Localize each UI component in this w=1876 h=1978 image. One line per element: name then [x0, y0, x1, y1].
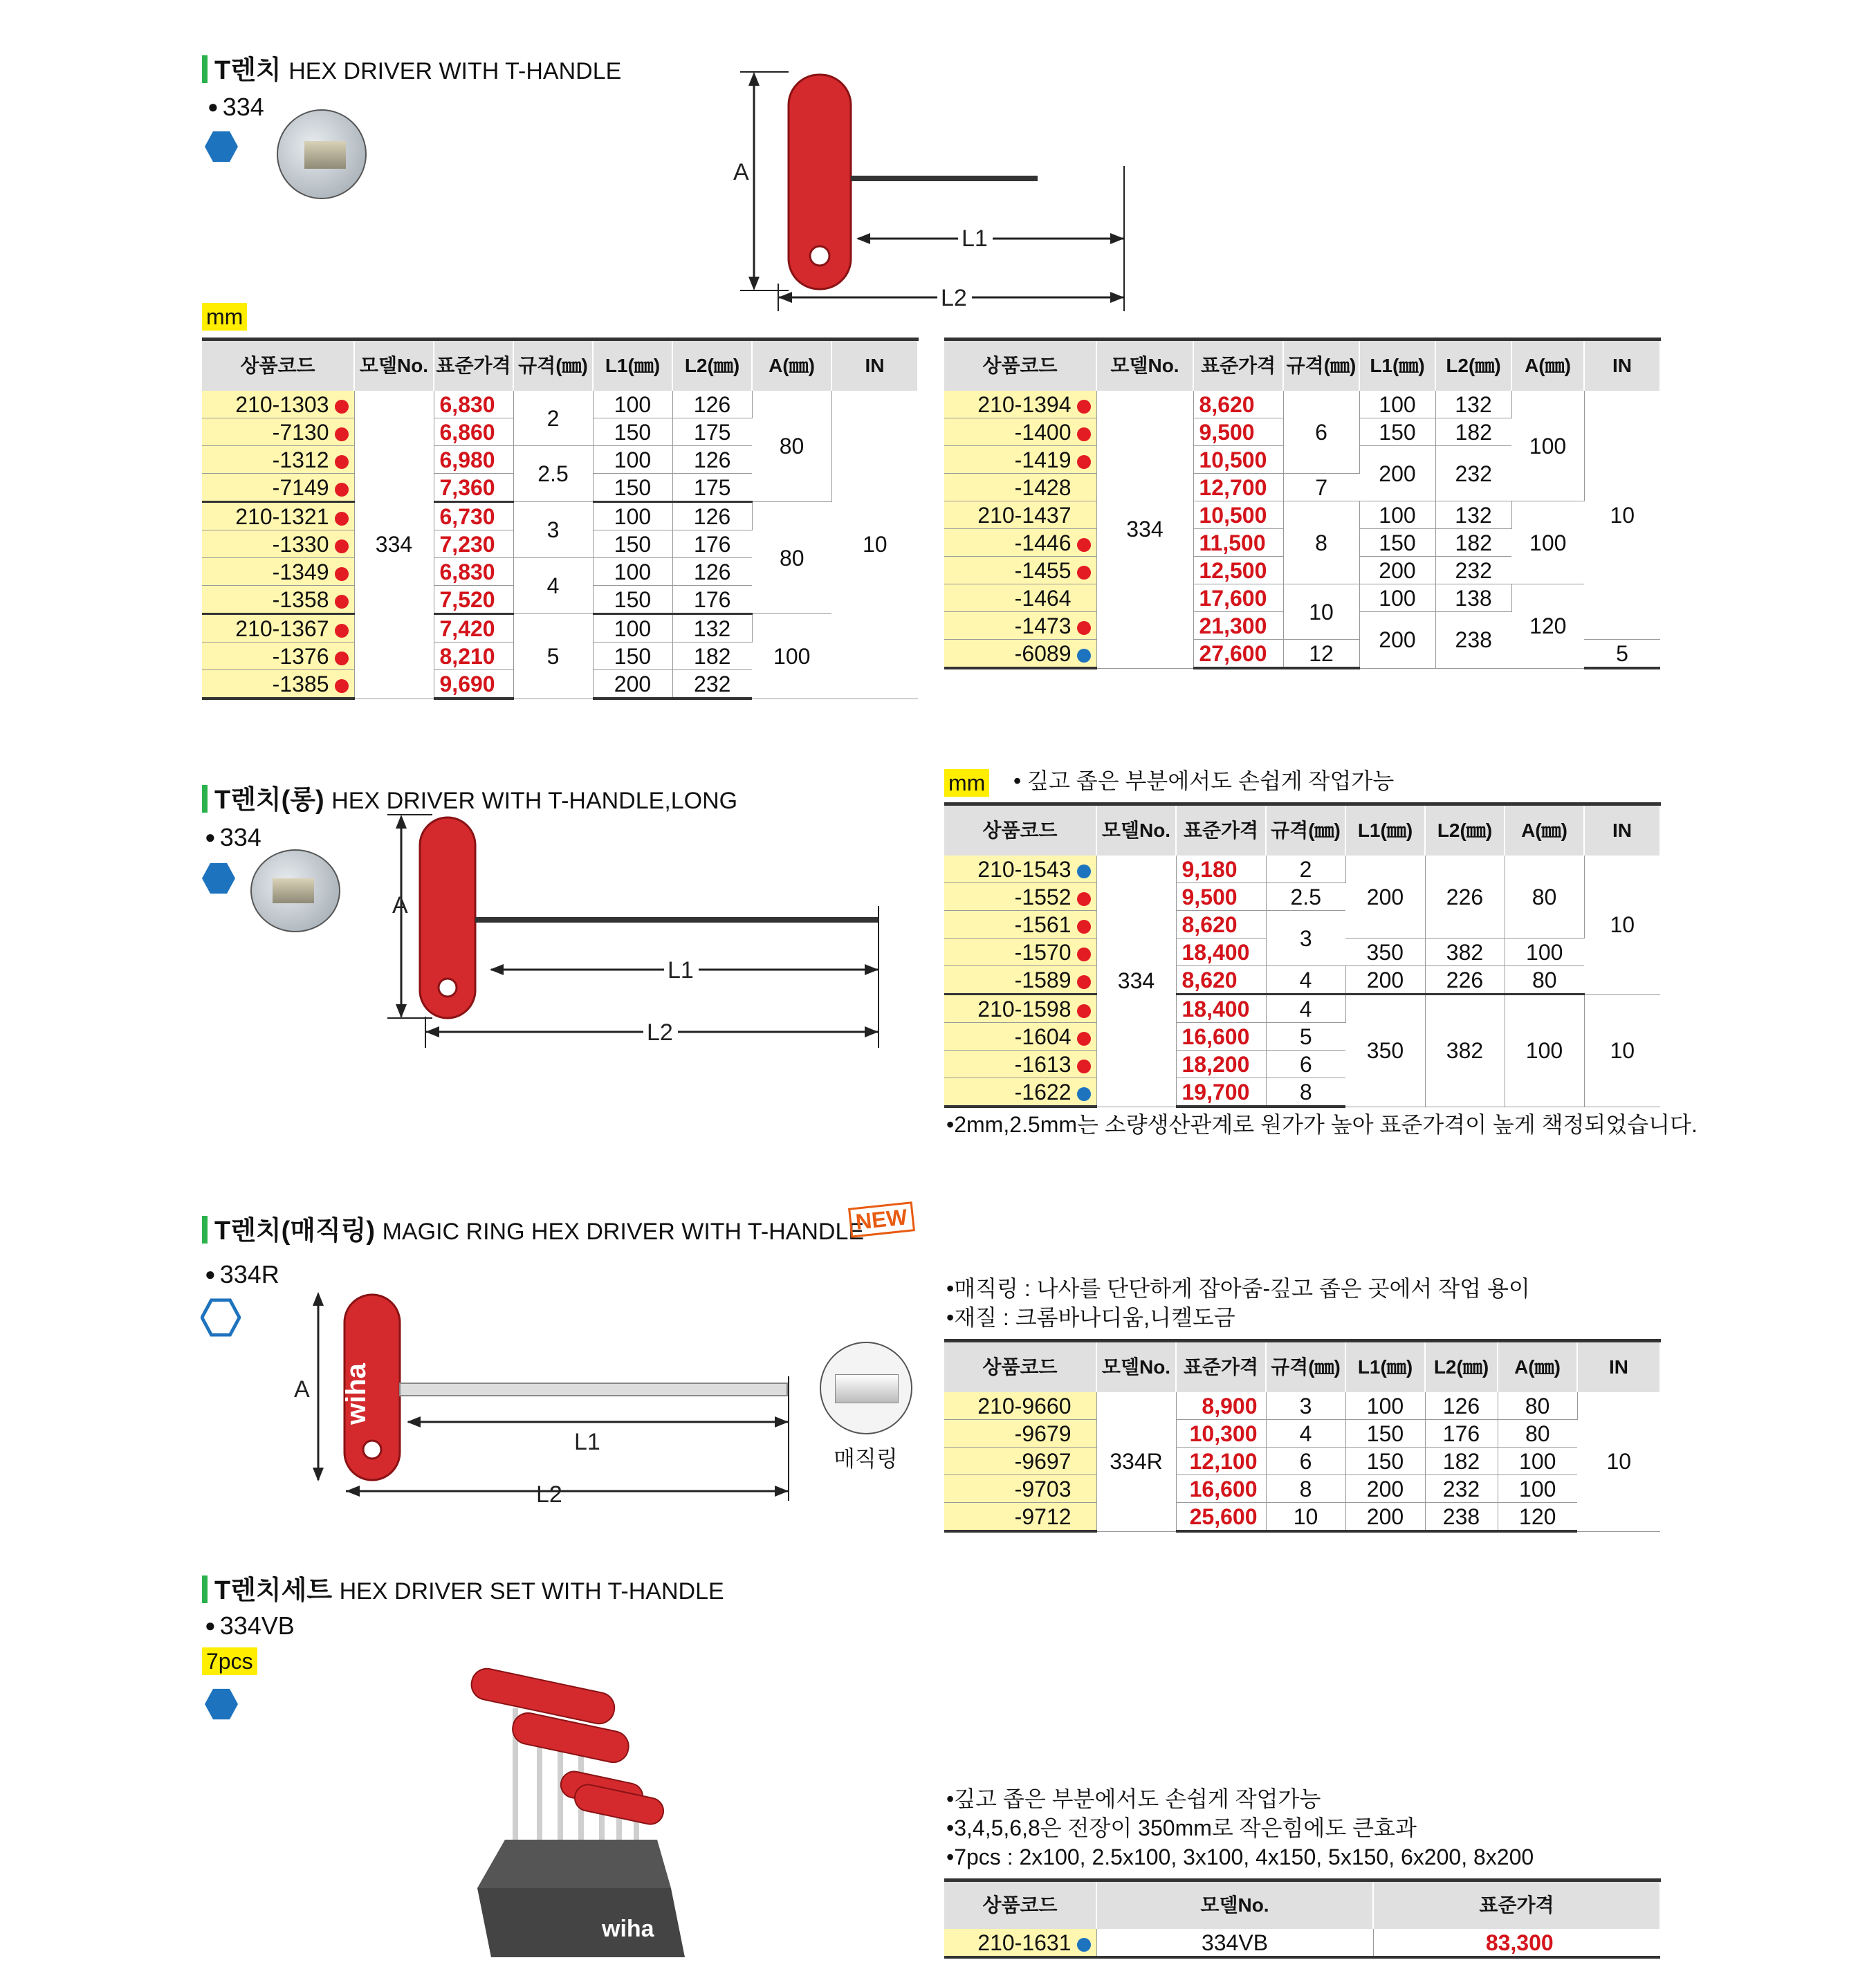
size-cell: 6	[1266, 1051, 1345, 1078]
section-title-magic-ring: T렌치(매직링) MAGIC RING HEX DRIVER WITH T-HANDLE	[202, 1209, 864, 1247]
product-code: -7130	[202, 418, 354, 446]
red-dot-icon	[1077, 920, 1091, 934]
l1-cell: 100	[1359, 391, 1435, 418]
l2-cell: 176	[672, 586, 752, 614]
l1-cell: 100	[593, 502, 672, 530]
price-cell: 7,420	[434, 614, 513, 643]
model-number: ● 334VB	[205, 1611, 295, 1640]
l1-cell: 200	[1345, 1475, 1425, 1503]
a-cell: 100	[1505, 939, 1584, 966]
a-cell: 80	[1498, 1420, 1577, 1448]
section-title-set: T렌치세트 HEX DRIVER SET WITH T-HANDLE	[202, 1569, 724, 1607]
product-code: 210-1321	[202, 502, 354, 530]
price-cell: 6,830	[434, 558, 513, 586]
title-bar-icon	[202, 55, 208, 83]
spec-table-long: 상품코드 모델No. 표준가격 규격(㎜) L1(㎜) L2(㎜) A(㎜) IN 210-1543 334 9,180 2 200 226 80 10 -1552 9,500 2.5 -1561 8,620 3 -1570 18,400 350 382 100 -1589 8,620 4 200 226 80 210-1598 18,400 4 350 382 100 10 -1604 16,600 5 -1613 18,200 6 -1622 19,700 8	[944, 802, 1661, 1108]
product-code: 210-1367	[202, 614, 354, 643]
l1-cell: 200	[1345, 1503, 1425, 1532]
red-dot-icon	[335, 679, 349, 693]
product-code: -9697	[944, 1448, 1096, 1475]
l2-cell: 176	[1425, 1420, 1498, 1448]
price-cell: 16,600	[1176, 1023, 1266, 1051]
a-cell: 80	[752, 502, 831, 614]
model-number: ● 334	[205, 823, 261, 852]
price-cell: 7,520	[434, 586, 513, 614]
dim-l1-label: L1	[668, 957, 694, 983]
product-code: -1400	[944, 418, 1096, 446]
l1-cell: 350	[1345, 939, 1425, 966]
product-code: -1349	[202, 558, 354, 586]
l1-cell: 200	[1359, 612, 1435, 669]
l1-cell: 100	[593, 558, 672, 586]
a-cell: 100	[1505, 995, 1584, 1107]
price-cell: 27,600	[1193, 640, 1283, 669]
product-code: 210-1598	[944, 995, 1096, 1023]
note-bottom: •2mm,2.5mm는 소량생산관계로 원가가 높아 표준가격이 높게 책정되었습니다.	[946, 1112, 1698, 1137]
l2-cell: 232	[1425, 1475, 1498, 1503]
tip-photo	[277, 109, 367, 199]
l2-cell: 126	[672, 558, 752, 586]
price-cell: 10,500	[1193, 446, 1283, 474]
price-cell: 83,300	[1373, 1929, 1660, 1957]
price-cell: 9,690	[434, 670, 513, 699]
in-cell: 10	[831, 391, 918, 699]
l2-cell: 182	[672, 643, 752, 670]
in-cell: 10	[1584, 995, 1660, 1107]
size-cell: 10	[1266, 1503, 1345, 1532]
table-row	[944, 856, 1660, 883]
product-code: 210-1543	[944, 856, 1096, 883]
red-dot-icon	[1077, 1060, 1091, 1073]
l2-cell: 226	[1425, 856, 1505, 939]
red-dot-icon	[335, 624, 349, 638]
size-cell: 6	[1283, 391, 1359, 474]
product-code: -1613	[944, 1051, 1096, 1078]
product-code: -9679	[944, 1420, 1096, 1448]
l2-cell: 238	[1425, 1503, 1498, 1532]
title-bar-icon	[202, 785, 208, 813]
price-cell: 16,600	[1176, 1475, 1266, 1503]
red-dot-icon	[1077, 892, 1091, 906]
l2-cell: 132	[1435, 391, 1511, 418]
l2-cell: 175	[672, 418, 752, 446]
magic-ring-label: 매직링	[834, 1446, 898, 1471]
product-code: -1330	[202, 530, 354, 558]
red-dot-icon	[335, 400, 349, 414]
in-cell: 10	[1577, 1392, 1660, 1531]
a-cell: 80	[752, 391, 831, 502]
a-cell: 100	[1511, 501, 1584, 584]
model-cell: 334R	[1096, 1392, 1176, 1531]
size-cell: 2.5	[513, 446, 593, 502]
spec-table-magic: 상품코드 모델No. 표준가격 규격(㎜) L1(㎜) L2(㎜) A(㎜) IN 210-9660 334R 8,900 3 100 126 80 10 -9679 10,300 4 150 176 80 -9697 12,100 6 150 182 100 -9703 16,600 8 200 232 100 -9712 25,600 10 200 238 120	[944, 1339, 1661, 1533]
table-row	[202, 391, 918, 418]
brand-logo: wiha	[602, 1916, 654, 1942]
dim-a-label: A	[392, 892, 408, 918]
product-code: -1473	[944, 612, 1096, 640]
section-title-t-wrench: T렌치 HEX DRIVER WITH T-HANDLE	[202, 48, 621, 86]
l2-cell: 182	[1435, 418, 1511, 446]
price-cell: 18,400	[1176, 939, 1266, 966]
in-cell: 5	[1584, 640, 1660, 669]
dim-l1-label: L1	[574, 1429, 600, 1455]
l1-cell: 150	[1345, 1448, 1425, 1475]
unit-label: 7pcs	[202, 1647, 257, 1675]
price-cell: 6,830	[434, 391, 513, 418]
red-dot-icon	[335, 455, 349, 469]
note-3: •7pcs : 2x100, 2.5x100, 3x100, 4x150, 5x150, 6x200, 8x200	[946, 1845, 1534, 1869]
price-cell: 9,500	[1176, 883, 1266, 911]
set-photo	[450, 1660, 692, 1964]
l1-cell: 350	[1345, 995, 1425, 1107]
price-cell: 8,620	[1176, 911, 1266, 939]
spec-table-right: 상품코드 모델No. 표준가격 규격(㎜) L1(㎜) L2(㎜) A(㎜) IN 210-1394 334 8,620 6 100 132 100 10 -1400 9,500 150 182 -1419 10,500 200 232 -1428 12,700 7 210-1437 10,500 8 100 132 100 -1446 11,500 150 182 -1455 12,500 200 232 -1464 17,600 10 100 138 120 -1473 21,300 200 238 -6089 27,600 12 5	[944, 338, 1661, 669]
l2-cell: 382	[1425, 939, 1505, 966]
size-cell: 4	[1266, 1420, 1345, 1448]
red-dot-icon	[1077, 975, 1091, 989]
l1-cell: 100	[593, 614, 672, 643]
product-code: 210-1631	[944, 1929, 1096, 1957]
hex-shape-icon	[205, 1688, 238, 1721]
table-row	[944, 1420, 1660, 1448]
l1-cell: 200	[1345, 966, 1425, 995]
table-row	[944, 995, 1660, 1023]
price-cell: 12,700	[1193, 474, 1283, 501]
l2-cell: 232	[672, 670, 752, 699]
l1-cell: 150	[593, 474, 672, 502]
product-code: -1358	[202, 586, 354, 614]
product-code: -1376	[202, 643, 354, 670]
price-cell: 7,360	[434, 474, 513, 502]
table-row	[944, 966, 1660, 995]
section-title-t-wrench-long: T렌치(롱) HEX DRIVER WITH T-HANDLE,LONG	[202, 778, 737, 816]
l2-cell: 126	[672, 446, 752, 474]
size-cell: 3	[1266, 911, 1345, 966]
size-cell: 4	[1266, 995, 1345, 1023]
product-code: -1428	[944, 474, 1096, 501]
l1-cell: 200	[1345, 856, 1425, 939]
l2-cell: 226	[1425, 966, 1505, 995]
l1-cell: 150	[1359, 529, 1435, 557]
l2-cell: 182	[1425, 1448, 1498, 1475]
dim-l1-label: L1	[962, 225, 988, 252]
table-row	[944, 1392, 1660, 1420]
product-code: -1312	[202, 446, 354, 474]
dim-l2-label: L2	[941, 285, 967, 311]
model-cell: 334	[1096, 856, 1176, 1107]
price-cell: 11,500	[1193, 529, 1283, 557]
price-cell: 6,730	[434, 502, 513, 530]
l1-cell: 150	[593, 643, 672, 670]
product-code: -1464	[944, 584, 1096, 612]
spec-table-left-body	[202, 391, 918, 699]
size-cell: 2	[1266, 856, 1345, 883]
l2-cell: 238	[1435, 612, 1511, 669]
price-cell: 25,600	[1176, 1503, 1266, 1532]
t-handle-diagram	[726, 62, 1141, 325]
brand-logo: wiha	[341, 1363, 371, 1425]
new-badge: NEW	[848, 1201, 915, 1237]
model-cell: 334	[1096, 391, 1193, 668]
l1-cell: 200	[1359, 557, 1435, 584]
red-dot-icon	[335, 427, 349, 441]
l2-cell: 132	[1435, 501, 1511, 529]
product-code: -9703	[944, 1475, 1096, 1503]
spec-table-long-body	[944, 856, 1660, 1107]
table-row	[944, 584, 1660, 612]
price-cell: 9,500	[1193, 418, 1283, 446]
size-cell: 8	[1283, 501, 1359, 584]
l1-cell: 100	[1359, 584, 1435, 612]
size-cell: 12	[1283, 640, 1359, 669]
l2-cell: 232	[1435, 557, 1511, 584]
product-code: -1446	[944, 529, 1096, 557]
spec-table-right-body	[944, 391, 1660, 668]
product-code: -1589	[944, 966, 1096, 995]
magic-ring-photo	[820, 1342, 912, 1434]
product-code: -6089	[944, 640, 1096, 669]
size-cell: 5	[1266, 1023, 1345, 1051]
price-cell: 10,300	[1176, 1420, 1266, 1448]
unit-label: mm	[202, 303, 247, 331]
blue-dot-icon	[1077, 1938, 1091, 1952]
red-dot-icon	[335, 483, 349, 497]
note-2: •3,4,5,6,8은 전장이 350mm로 작은힘에도 큰효과	[946, 1815, 1417, 1840]
red-dot-icon	[335, 512, 349, 526]
product-code: -1419	[944, 446, 1096, 474]
red-dot-icon	[1077, 621, 1091, 635]
l2-cell: 175	[672, 474, 752, 502]
price-cell: 9,180	[1176, 856, 1266, 883]
dim-a-label: A	[294, 1376, 310, 1403]
model-number: ● 334R	[205, 1260, 279, 1289]
table-row	[944, 391, 1660, 418]
in-cell: 10	[1584, 856, 1660, 995]
red-dot-icon	[1077, 1004, 1091, 1018]
a-cell: 100	[1498, 1448, 1577, 1475]
price-cell: 19,700	[1176, 1078, 1266, 1107]
l1-cell: 100	[1359, 501, 1435, 529]
title-bar-icon	[202, 1216, 208, 1244]
blue-dot-icon	[1077, 865, 1091, 878]
l1-cell: 200	[593, 670, 672, 699]
dim-a-label: A	[733, 159, 749, 185]
red-dot-icon	[1077, 566, 1091, 580]
size-cell: 6	[1266, 1448, 1345, 1475]
product-code: 210-1303	[202, 391, 354, 418]
price-cell: 8,620	[1176, 966, 1266, 995]
price-cell: 10,500	[1193, 501, 1283, 529]
l2-cell: 182	[1435, 529, 1511, 557]
l2-cell: 126	[1425, 1392, 1498, 1420]
l2-cell: 232	[1435, 446, 1511, 501]
price-cell: 12,500	[1193, 557, 1283, 584]
l2-cell: 132	[672, 614, 752, 643]
size-cell: 5	[513, 614, 593, 699]
model-cell: 334VB	[1096, 1929, 1373, 1957]
product-code: -1455	[944, 557, 1096, 584]
blue-dot-icon	[1077, 1087, 1091, 1101]
red-dot-icon	[1077, 455, 1091, 469]
size-cell: 8	[1266, 1475, 1345, 1503]
t-handle-long-diagram	[384, 809, 889, 1051]
spec-table-left: 상품코드 모델No. 표준가격 규격(㎜) L1(㎜) L2(㎜) A(㎜) IN 210-1303 334 6,830 2 100 126 80 10 -7130 6,860 150 175 -1312 6,980 2.5 100 126 -7149 7,360 150 175 210-1321 6,730 3 100 126 80 -1330 7,230 150 176 -1349 6,830 4 100 126 -1358 7,520 150 176 210-1367 7,420 5 100 132 100 -1376 8,210 150 182 -1385 9,690 200 232	[202, 338, 919, 700]
size-cell: 10	[1283, 584, 1359, 640]
red-dot-icon	[335, 651, 349, 665]
a-cell: 80	[1498, 1392, 1577, 1420]
price-cell: 21,300	[1193, 612, 1283, 640]
size-cell: 3	[513, 502, 593, 558]
magic-ring-diagram	[277, 1286, 802, 1508]
red-dot-icon	[335, 539, 349, 553]
dim-l2-label: L2	[536, 1481, 562, 1508]
l2-cell: 126	[672, 391, 752, 418]
table-row	[944, 501, 1660, 529]
product-code: -7149	[202, 474, 354, 502]
price-cell: 7,230	[434, 530, 513, 558]
price-cell: 8,210	[434, 643, 513, 670]
tip-photo	[250, 849, 340, 932]
hex-outline-icon	[201, 1297, 241, 1338]
l2-cell: 138	[1435, 584, 1511, 612]
price-cell: 17,600	[1193, 584, 1283, 612]
size-cell: 4	[1266, 966, 1345, 995]
table-row	[202, 614, 918, 643]
note-1: •매직링 : 나사를 단단하게 잡아줌-깊고 좁은 곳에서 작업 용이	[946, 1276, 1530, 1301]
size-cell: 4	[513, 558, 593, 614]
size-cell: 2.5	[1266, 883, 1345, 911]
title-bar-icon	[202, 1575, 208, 1603]
product-code: -9712	[944, 1503, 1096, 1532]
a-cell: 100	[1511, 391, 1584, 501]
l2-cell: 382	[1425, 995, 1505, 1107]
note-2: •재질 : 크롬바나디움,니켈도금	[946, 1305, 1235, 1330]
l1-cell: 150	[1359, 418, 1435, 446]
l1-cell: 150	[593, 418, 672, 446]
l1-cell: 150	[593, 530, 672, 558]
size-cell: 2	[513, 391, 593, 446]
blue-dot-icon	[1077, 649, 1091, 663]
red-dot-icon	[335, 567, 349, 581]
l2-cell: 176	[672, 530, 752, 558]
product-code: -1570	[944, 939, 1096, 966]
note-top: • 깊고 좁은 부분에서도 손쉽게 작업가능	[1013, 768, 1395, 793]
red-dot-icon	[1077, 427, 1091, 441]
table-row	[944, 1448, 1660, 1475]
red-dot-icon	[1077, 948, 1091, 961]
red-dot-icon	[1077, 400, 1091, 414]
table-row	[944, 1475, 1660, 1503]
price-cell: 8,900	[1176, 1392, 1266, 1420]
a-cell: 100	[1498, 1475, 1577, 1503]
product-code: -1561	[944, 911, 1096, 939]
a-cell: 100	[752, 614, 831, 699]
red-dot-icon	[1077, 538, 1091, 552]
l1-cell: 100	[593, 391, 672, 418]
l1-cell: 100	[1345, 1392, 1425, 1420]
size-cell: 3	[1266, 1392, 1345, 1420]
price-cell: 12,100	[1176, 1448, 1266, 1475]
price-cell: 8,620	[1193, 391, 1283, 418]
model-cell: 334	[354, 391, 434, 699]
l1-cell: 150	[1345, 1420, 1425, 1448]
a-cell: 120	[1498, 1503, 1577, 1532]
product-code: 210-9660	[944, 1392, 1096, 1420]
product-code: 210-1437	[944, 501, 1096, 529]
size-cell: 7	[1283, 474, 1359, 501]
a-cell: 120	[1511, 584, 1584, 669]
price-cell: 18,200	[1176, 1051, 1266, 1078]
red-dot-icon	[335, 595, 349, 609]
a-cell: 80	[1505, 966, 1584, 995]
dim-l2-label: L2	[647, 1019, 673, 1046]
product-code: -1622	[944, 1078, 1096, 1107]
product-code: -1385	[202, 670, 354, 699]
l1-cell: 150	[593, 586, 672, 614]
product-code: 210-1394	[944, 391, 1096, 418]
note-1: •깊고 좁은 부분에서도 손쉽게 작업가능	[946, 1786, 1321, 1811]
unit-label: mm	[944, 769, 989, 797]
l1-cell: 200	[1359, 446, 1435, 501]
a-cell: 80	[1505, 856, 1584, 939]
spec-table-magic-body	[944, 1392, 1660, 1531]
l1-cell: 100	[593, 446, 672, 474]
price-cell: 6,860	[434, 418, 513, 446]
product-code: -1604	[944, 1023, 1096, 1051]
red-dot-icon	[1077, 1032, 1091, 1046]
table-row	[202, 502, 918, 530]
table-row	[944, 1503, 1660, 1532]
l2-cell: 126	[672, 502, 752, 530]
size-cell: 8	[1266, 1078, 1345, 1107]
product-code: -1552	[944, 883, 1096, 911]
table-row	[944, 1929, 1660, 1957]
price-cell: 18,400	[1176, 995, 1266, 1023]
model-number: ● 334	[208, 93, 264, 122]
price-cell: 6,980	[434, 446, 513, 474]
hex-shape-icon	[205, 130, 238, 163]
spec-table-set: 상품코드 모델No. 표준가격 210-1631 334VB 83,300	[944, 1878, 1661, 1959]
in-cell: 10	[1584, 391, 1660, 640]
hex-shape-icon	[202, 862, 235, 895]
